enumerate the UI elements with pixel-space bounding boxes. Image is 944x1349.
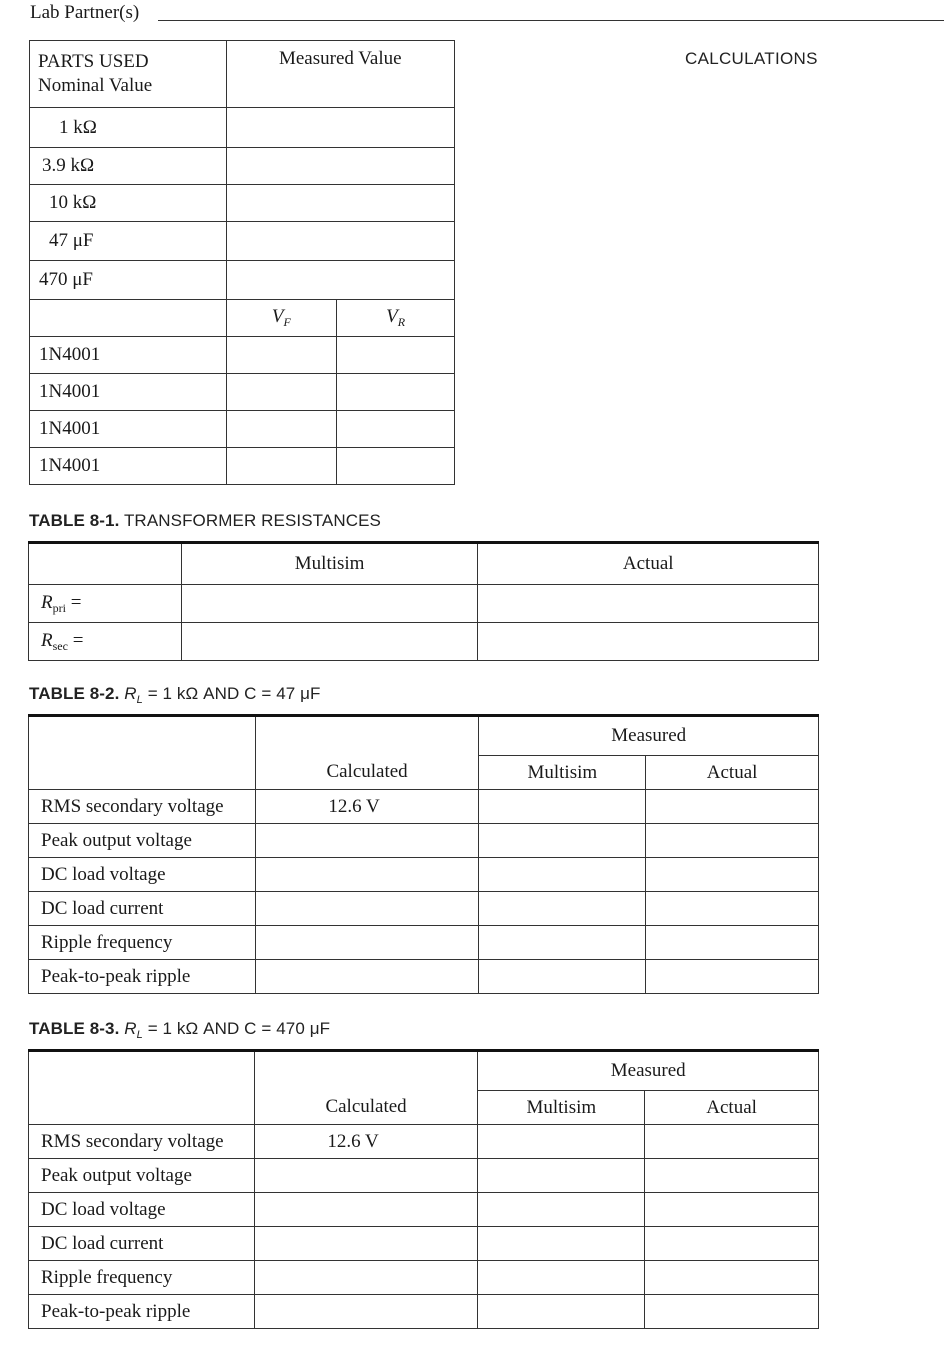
table-row [30, 148, 455, 185]
actual-input[interactable] [645, 1193, 819, 1227]
r-pri-label: $R_{pri}$ = [29, 585, 182, 623]
row-label: DC load current [29, 892, 256, 926]
table-row [29, 1125, 819, 1159]
row-label: DC load voltage [29, 858, 256, 892]
table-row [30, 411, 455, 448]
measured-value-input[interactable] [226, 108, 454, 148]
table-8-3-caption: TABLE 8-3. $R_L = 1$ kΩ AND C = 470 μF [29, 1019, 331, 1041]
calculated-input[interactable] [255, 858, 479, 892]
multisim-input[interactable] [478, 1295, 645, 1329]
calculated-input[interactable] [254, 1261, 478, 1295]
table-row [29, 623, 819, 661]
empty-cell [29, 716, 256, 790]
calculated-input[interactable] [254, 1159, 478, 1193]
table-8-2 [28, 714, 819, 994]
row-label: Peak-to-peak ripple [29, 960, 256, 994]
multisim-input[interactable] [479, 858, 646, 892]
vr-input[interactable] [337, 337, 455, 374]
table-row [29, 892, 819, 926]
table-row [30, 185, 455, 222]
diode-label: 1N4001 [30, 448, 227, 485]
r-sec-multisim-input[interactable] [181, 623, 478, 661]
table-row [29, 960, 819, 994]
component-label: 1 kΩ [30, 108, 227, 148]
table-row [30, 261, 455, 300]
vr-input[interactable] [337, 411, 455, 448]
parts-used-header [30, 41, 227, 108]
parts-used-table [29, 40, 455, 485]
r-pri-multisim-input[interactable] [181, 585, 478, 623]
vr-input[interactable] [337, 374, 455, 411]
calculated-input[interactable] [255, 926, 479, 960]
calculated-input[interactable] [254, 1227, 478, 1261]
row-label: DC load current [29, 1227, 255, 1261]
lab-partner-input-line[interactable] [158, 20, 944, 21]
actual-input[interactable] [646, 858, 819, 892]
multisim-input[interactable] [478, 1261, 645, 1295]
vf-input[interactable] [226, 374, 337, 411]
table-header-row [29, 1051, 819, 1091]
actual-input[interactable] [646, 892, 819, 926]
calculated-header: Calculated [254, 1051, 478, 1125]
vf-input[interactable] [226, 337, 337, 374]
diode-label: 1N4001 [30, 411, 227, 448]
calculated-value: 12.6 V [254, 1125, 478, 1159]
diode-label: 1N4001 [30, 337, 227, 374]
component-label: 3.9 kΩ [30, 148, 227, 185]
actual-input[interactable] [645, 1125, 819, 1159]
measured-header: Measured [478, 1051, 819, 1091]
multisim-input[interactable] [478, 1159, 645, 1193]
calculated-input[interactable] [255, 892, 479, 926]
row-label: RMS secondary voltage [29, 790, 256, 824]
multisim-header: Multisim [181, 543, 478, 585]
empty-cell [30, 300, 227, 337]
vr-header: $V_R$ [337, 300, 455, 337]
multisim-header: Multisim [478, 1091, 645, 1125]
table-8-2-caption: TABLE 8-2. $R_L = 1$ kΩ AND C = 47 μF [29, 684, 321, 706]
diode-header-row [30, 300, 455, 337]
r-pri-actual-input[interactable] [478, 585, 819, 623]
actual-input[interactable] [645, 1227, 819, 1261]
multisim-input[interactable] [478, 1125, 645, 1159]
multisim-header: Multisim [479, 756, 646, 790]
multisim-input[interactable] [478, 1193, 645, 1227]
measured-header: Measured [479, 716, 819, 756]
diode-label: 1N4001 [30, 374, 227, 411]
table-row [29, 824, 819, 858]
table-row [29, 1227, 819, 1261]
vf-input[interactable] [226, 448, 337, 485]
table-row [29, 1193, 819, 1227]
multisim-input[interactable] [479, 824, 646, 858]
measured-value-input[interactable] [226, 148, 454, 185]
table-8-1-caption: TABLE 8-1. TRANSFORMER RESISTANCES [29, 511, 381, 530]
table-row [30, 222, 455, 261]
measured-value-input[interactable] [226, 185, 454, 222]
multisim-input[interactable] [479, 790, 646, 824]
table-row [29, 585, 819, 623]
row-label: Peak-to-peak ripple [29, 1295, 255, 1329]
table-row [30, 448, 455, 485]
nominal-value-title: Nominal Value [38, 75, 153, 96]
r-sec-label: $R_{sec}$ = [29, 623, 182, 661]
table-row [30, 337, 455, 374]
multisim-input[interactable] [479, 926, 646, 960]
row-label: Ripple frequency [29, 926, 256, 960]
calculated-value: 12.6 V [255, 790, 479, 824]
vf-header: $V_F$ [226, 300, 337, 337]
actual-input[interactable] [646, 960, 819, 994]
actual-input[interactable] [645, 1295, 819, 1329]
row-label: RMS secondary voltage [29, 1125, 255, 1159]
parts-header-row [30, 41, 455, 108]
calculated-input[interactable] [255, 824, 479, 858]
row-label: Peak output voltage [29, 824, 256, 858]
lab-partner-label: Lab Partner(s) [30, 2, 140, 23]
table-header-row [29, 716, 819, 756]
actual-input[interactable] [645, 1159, 819, 1193]
empty-cell [29, 1051, 255, 1125]
parts-used-title: PARTS USED [38, 51, 149, 72]
multisim-input[interactable] [478, 1227, 645, 1261]
row-label: Ripple frequency [29, 1261, 255, 1295]
row-label: Peak output voltage [29, 1159, 255, 1193]
calculated-input[interactable] [255, 960, 479, 994]
table-row [29, 926, 819, 960]
table-row [29, 1261, 819, 1295]
measured-value-header: Measured Value [226, 41, 454, 108]
component-label: 47 μF [30, 222, 227, 261]
vf-input[interactable] [226, 411, 337, 448]
component-label: 10 kΩ [30, 185, 227, 222]
actual-input[interactable] [645, 1261, 819, 1295]
table-row [29, 858, 819, 892]
table-row [29, 790, 819, 824]
calculations-label: CALCULATIONS [685, 49, 818, 68]
multisim-input[interactable] [479, 960, 646, 994]
row-label: DC load voltage [29, 1193, 255, 1227]
actual-header: Actual [645, 1091, 819, 1125]
table-8-1 [28, 541, 819, 661]
calculated-input[interactable] [254, 1193, 478, 1227]
empty-cell [29, 543, 182, 585]
actual-input[interactable] [646, 824, 819, 858]
table-8-3 [28, 1049, 819, 1329]
actual-header: Actual [478, 543, 819, 585]
vr-input[interactable] [337, 448, 455, 485]
actual-header: Actual [646, 756, 819, 790]
table-row [30, 108, 455, 148]
component-label: 470 μF [30, 261, 227, 300]
table-row [29, 1295, 819, 1329]
actual-input[interactable] [646, 926, 819, 960]
actual-input[interactable] [646, 790, 819, 824]
calculated-input[interactable] [254, 1295, 478, 1329]
calculated-header: Calculated [255, 716, 479, 790]
r-sec-actual-input[interactable] [478, 623, 819, 661]
measured-value-input[interactable] [226, 222, 454, 261]
multisim-input[interactable] [479, 892, 646, 926]
table-row [30, 374, 455, 411]
table-header-row [29, 543, 819, 585]
table-row [29, 1159, 819, 1193]
measured-value-input[interactable] [226, 261, 454, 300]
